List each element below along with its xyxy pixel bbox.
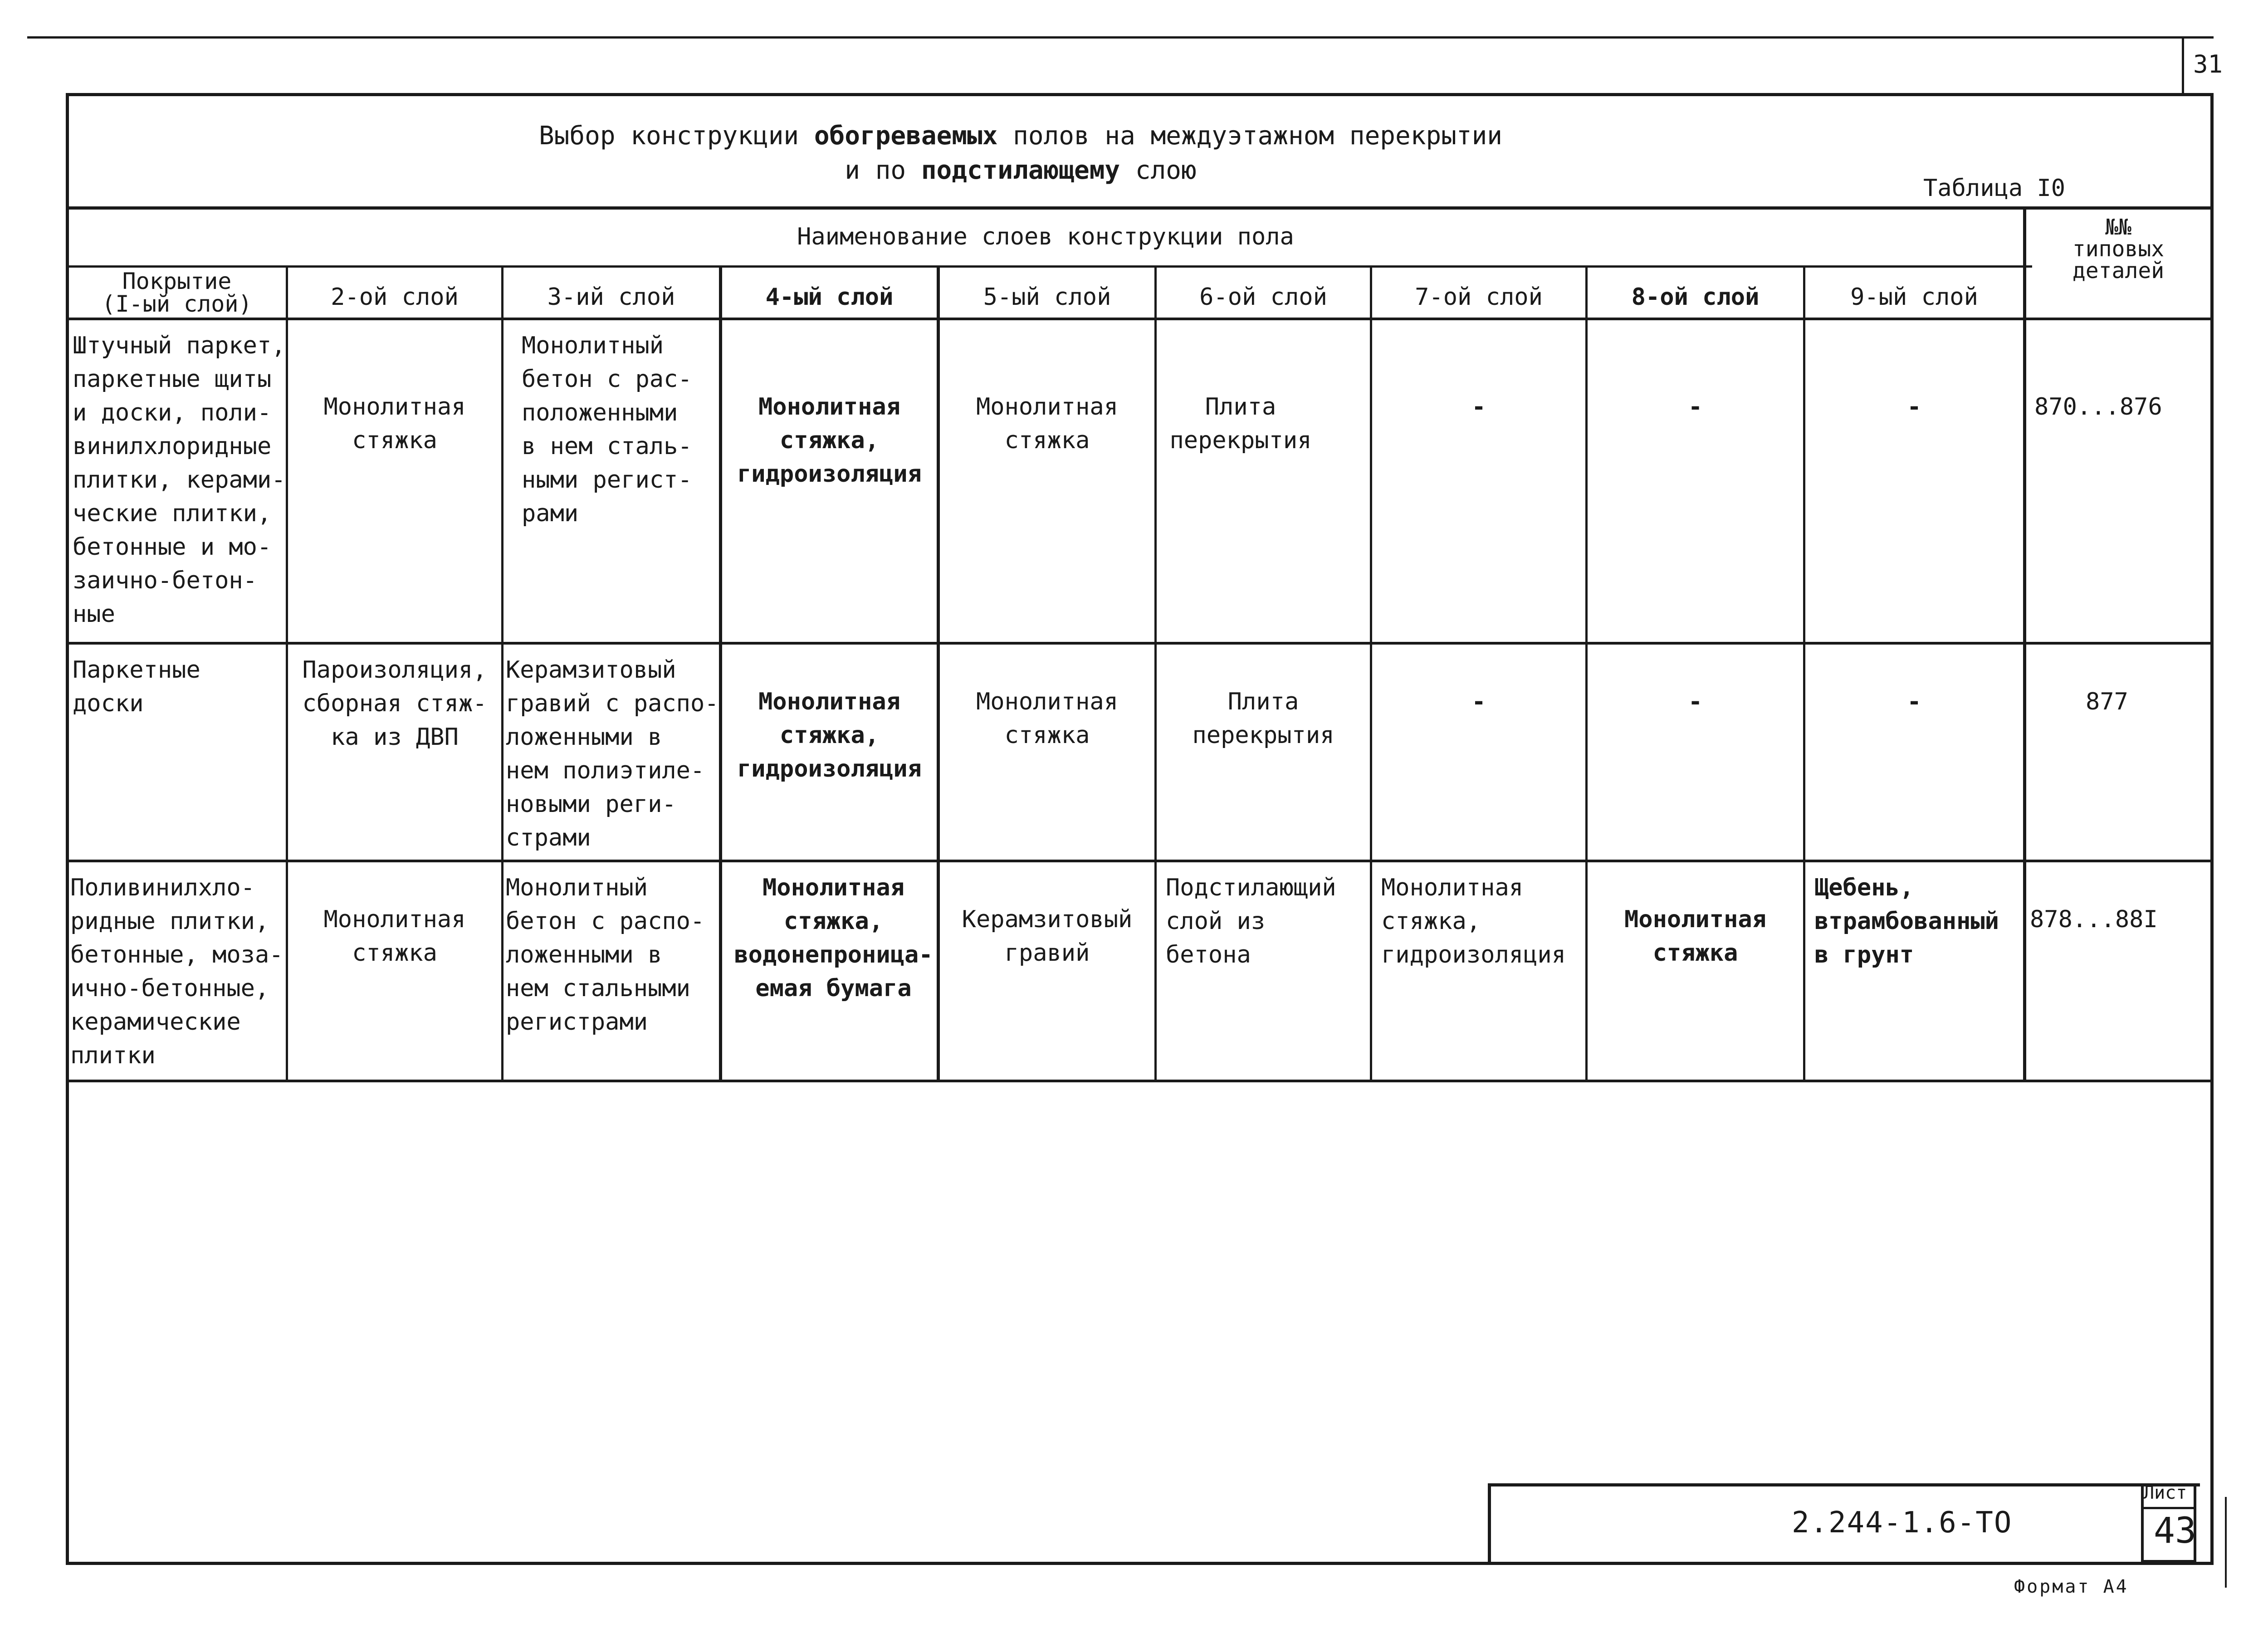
format-label: Формат А4 [2014, 1576, 2129, 1597]
row2-layer9: - [1907, 688, 1921, 715]
title-line-2: и по подстилающему слою [845, 156, 1197, 185]
row3-layer6: Подстилающий слой из бетона [1166, 874, 1336, 968]
col-header-8: 8-ой слой [1631, 284, 1760, 311]
row1-layer4: Монолитная стяжка, гидроизоляция [737, 393, 922, 488]
page-number: 31 [2193, 50, 2223, 78]
row3-cover: Поливинилхло- ридные плитки, бетонные, моза- ично-бетонные, керамические плитки [70, 874, 284, 1069]
col-line [719, 268, 722, 1082]
row-line [68, 206, 2211, 210]
layers-group-header: Наименование слоев конструкции пола [797, 223, 1294, 250]
row2-layer6: Плита перекрытия [1192, 688, 1334, 749]
col-header-3: 3-ий слой [547, 284, 675, 311]
col-header-4: 4-ый слой [765, 284, 894, 311]
col-line [937, 268, 940, 1082]
row2-layer8: - [1688, 688, 1703, 715]
layers-table [68, 206, 2211, 1084]
col-line [2023, 206, 2026, 1082]
details-column-header: №№ типовых деталей [2072, 215, 2165, 284]
table-title [318, 119, 1724, 188]
row2-layer2: Пароизоляция, сборная стяж- ка из ДВП [302, 656, 487, 751]
row3-layer9: Щебень, втрамбованный в грунт [1814, 874, 1999, 968]
row1-layer3: Монолитный бетон с рас- положенными в нем сталь- ными регист- рами [522, 332, 692, 527]
row3-layer4: Монолитная стяжка, водонепроница- емая бумага [734, 874, 933, 1002]
row3-layer2: Монолитная стяжка [323, 906, 466, 967]
col-header-6: 6-ой слой [1199, 284, 1327, 311]
table-label: Таблица I0 [1923, 175, 2066, 202]
row-line [68, 1080, 2211, 1082]
sheet-number: 43 [2154, 1511, 2196, 1551]
corner-divider [2182, 36, 2184, 95]
row3-details: 878...88I [2030, 906, 2158, 933]
row1-layer7: - [1471, 393, 1486, 420]
row-line [68, 265, 2032, 268]
col-line [501, 268, 503, 1082]
title-line-1: Выбор конструкции обогреваемых полов на междуэтажном перекрытии [538, 121, 1503, 151]
row1-layer6: Плита перекрытия [1169, 393, 1312, 454]
sheet-label: Лист [2143, 1482, 2187, 1503]
right-margin-line [2225, 1497, 2227, 1588]
row2-layer5: Монолитная стяжка [976, 688, 1119, 749]
col-header-9: 9-ый слой [1850, 284, 1978, 311]
row-line [68, 642, 2211, 645]
row3-layer5: Керамзитовый гравий [962, 906, 1133, 967]
row-line [68, 318, 2211, 320]
col-header-2: 2-ой слой [331, 284, 459, 311]
row2-layer3: Керамзитовый гравий с распо- ложенными в нем полиэтиле- новыми реги- страми [506, 656, 719, 851]
sheet-box-divider [2141, 1507, 2196, 1509]
row1-layer9: - [1907, 393, 1921, 420]
row3-layer8: Монолитная стяжка [1624, 906, 1767, 967]
row1-layer2: Монолитная стяжка [323, 393, 466, 454]
row-line [68, 860, 2211, 862]
row2-cover: Паркетные доски [73, 656, 200, 717]
row2-layer7: - [1471, 688, 1486, 715]
row2-details: 877 [2086, 688, 2128, 715]
document-code: 2.244-1.6-ТО [1792, 1506, 2013, 1540]
row1-details: 870...876 [2034, 393, 2162, 420]
row2-layer4: Монолитная стяжка, гидроизоляция [737, 688, 922, 782]
col-header-7: 7-ой слой [1415, 284, 1543, 311]
col-header-5: 5-ый слой [983, 284, 1111, 311]
row3-layer7: Монолитная стяжка, гидроизоляция [1381, 874, 1566, 968]
row1-layer5: Монолитная стяжка [976, 393, 1119, 454]
top-rule [27, 36, 2214, 39]
row1-layer8: - [1688, 393, 1703, 420]
row1-cover: Штучный паркет, паркетные щиты и доски, поли- винилхлоридные плитки, керами- ческие плитки, бетонные и мо- заично-бетон- ные [73, 332, 286, 628]
row3-layer3: Монолитный бетон с распо- ложенными в нем стальными регистрами [506, 874, 705, 1036]
col-header-1: Покрытие (I-ый слой) [102, 268, 252, 317]
